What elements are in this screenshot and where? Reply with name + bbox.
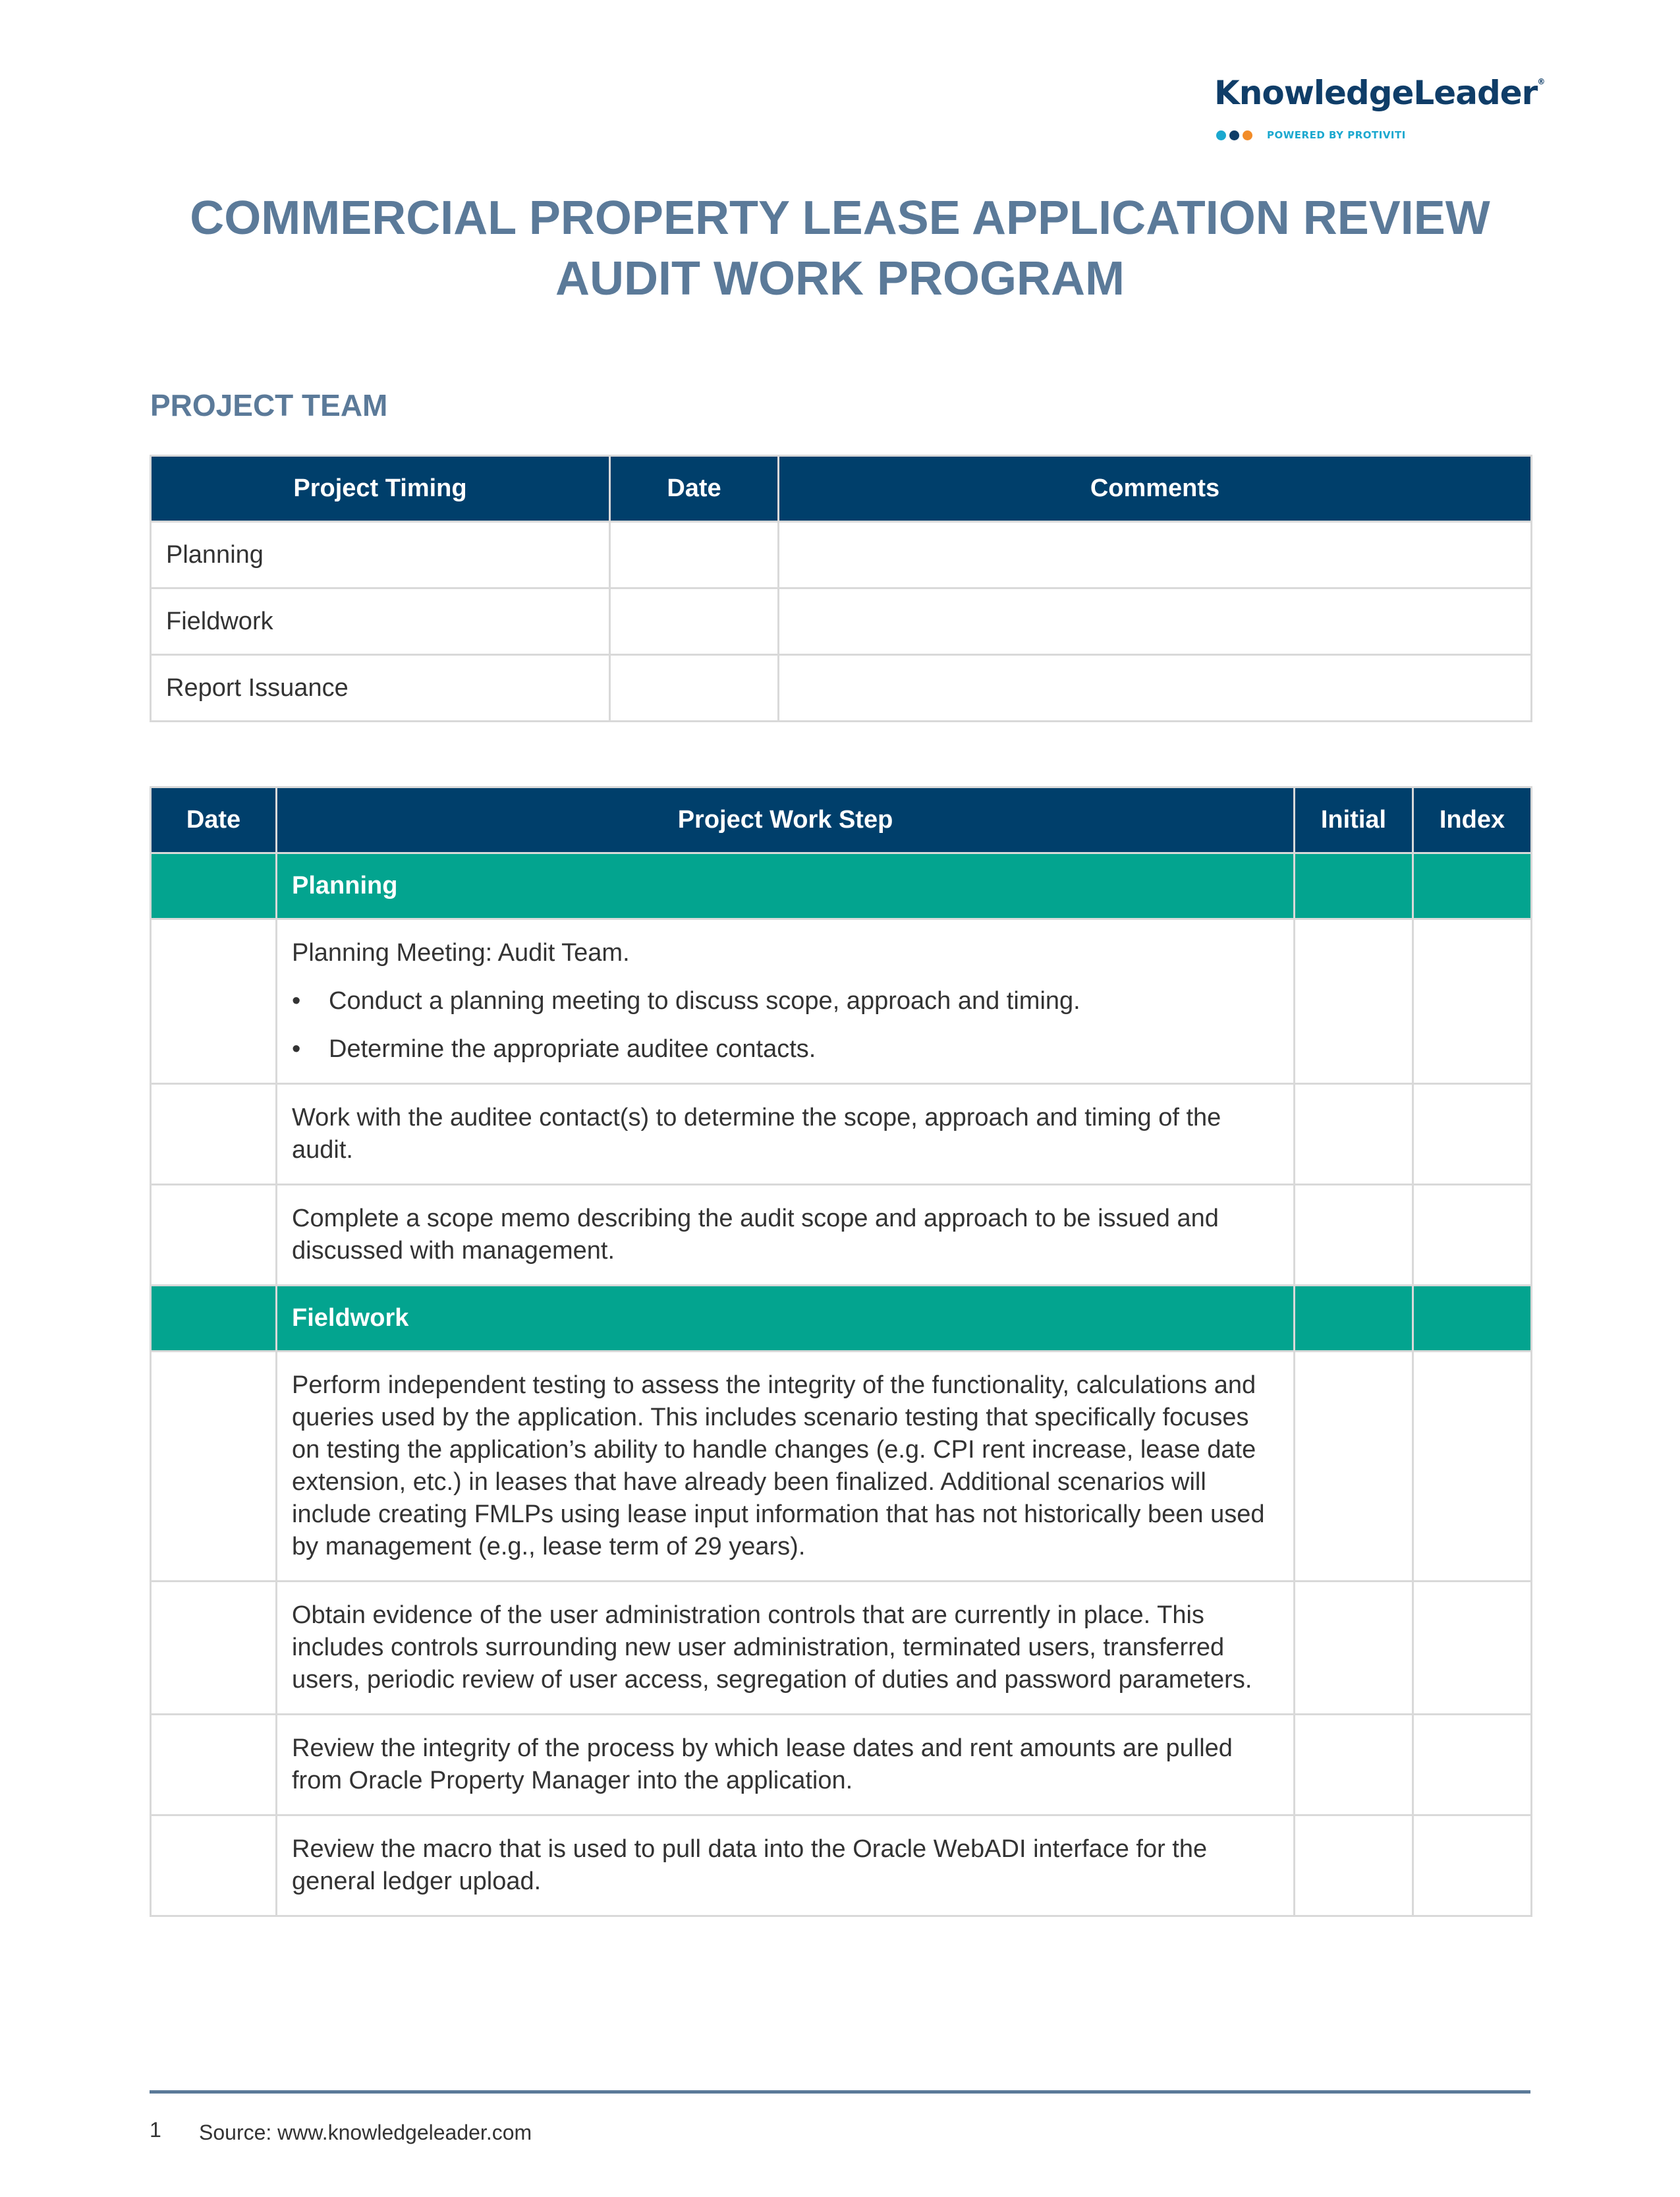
logo-dot-icon: [1229, 130, 1239, 140]
source-link[interactable]: Source: www.knowledgeleader.com: [199, 2121, 532, 2144]
work-step-row: [151, 1582, 1532, 1715]
timing-comments-cell[interactable]: [779, 655, 1532, 722]
step-bullet-list: [292, 985, 1279, 1066]
work-table-header: [151, 787, 1532, 853]
bullet-icon: •: [292, 987, 301, 1015]
bullet-text: Conduct a planning meeting to discuss scope, approach and timing.: [329, 987, 1080, 1015]
step-index-cell[interactable]: [1413, 1815, 1532, 1916]
step-text: Planning Meeting: Audit Team.: [292, 939, 630, 967]
logo-wordmark-text: KnowledgeLeader: [1214, 74, 1538, 112]
step-description: Review the integrity of the process by which lease dates and rent amounts are pulled from Oracle Property Manager into the application.: [277, 1715, 1295, 1815]
section-row-planning: [151, 853, 1532, 919]
work-step-row: [151, 1084, 1532, 1185]
step-description: Review the macro that is used to pull data into the Oracle WebADI interface for the general ledger upload.: [277, 1815, 1295, 1916]
registered-mark: ®: [1537, 77, 1545, 87]
section-row-fieldwork: [151, 1286, 1532, 1352]
step-bullet: [292, 985, 1279, 1017]
timing-comments-cell[interactable]: [779, 522, 1532, 588]
timing-table-header: [151, 456, 1532, 522]
logo-dots-icon: [1216, 130, 1252, 140]
document-title: [0, 188, 1680, 309]
section-label: Fieldwork: [277, 1286, 1295, 1352]
footer-divider: [150, 2090, 1530, 2094]
step-bullet: [292, 1033, 1279, 1066]
step-initial-cell[interactable]: [1295, 1582, 1413, 1715]
timing-row-fieldwork: [151, 588, 1532, 655]
step-date-cell[interactable]: [151, 1815, 277, 1916]
step-date-cell[interactable]: [151, 919, 277, 1084]
page-number: 1: [150, 2118, 161, 2142]
project-timing-table: [150, 455, 1532, 722]
timing-label: Fieldwork: [151, 588, 610, 655]
step-index-cell[interactable]: [1413, 1084, 1532, 1185]
work-step-row: [151, 1352, 1532, 1582]
step-index-cell[interactable]: [1413, 1582, 1532, 1715]
work-step-row: [151, 919, 1532, 1084]
step-index-cell[interactable]: [1413, 1715, 1532, 1815]
header-date: Date: [151, 787, 277, 853]
step-date-cell[interactable]: [151, 1352, 277, 1582]
knowledgeleader-logo: [1214, 74, 1545, 146]
step-initial-cell[interactable]: [1295, 1815, 1413, 1916]
logo-dot-icon: [1216, 130, 1226, 140]
step-initial-cell[interactable]: [1295, 919, 1413, 1084]
section-initial-cell: [1295, 853, 1413, 919]
logo-tagline: POWERED BY PROTIVITI: [1267, 129, 1406, 141]
timing-label: Planning: [151, 522, 610, 588]
step-description: [277, 919, 1295, 1084]
section-date-cell: [151, 1286, 277, 1352]
step-initial-cell[interactable]: [1295, 1352, 1413, 1582]
step-description: Work with the auditee contact(s) to determine the scope, approach and timing of the audit.: [277, 1084, 1295, 1185]
header-work-step: Project Work Step: [277, 787, 1295, 853]
section-index-cell: [1413, 1286, 1532, 1352]
step-index-cell[interactable]: [1413, 1352, 1532, 1582]
step-initial-cell[interactable]: [1295, 1185, 1413, 1286]
project-team-heading: PROJECT TEAM: [150, 388, 388, 422]
logo-dot-icon: [1243, 130, 1252, 140]
step-description: Obtain evidence of the user administration controls that are currently in place. This includes controls surrounding new user administration, terminated users, transferred users, periodic review of user access, segregation of duties and password parameters.: [277, 1582, 1295, 1715]
step-description: Perform independent testing to assess the integrity of the functionality, calculations and queries used by the application. This includes scenario testing that specifically focuses on testing the application’s ability to handle changes (e.g. CPI rent increase, lease date extension, etc.) in leases that have already been finalized. Additional scenarios will include creating FMLPs using lease input information that has not historically been used by management (e.g., lease term of 29 years).: [277, 1352, 1295, 1582]
step-index-cell[interactable]: [1413, 919, 1532, 1084]
step-initial-cell[interactable]: [1295, 1084, 1413, 1185]
timing-date-cell[interactable]: [610, 522, 779, 588]
step-initial-cell[interactable]: [1295, 1715, 1413, 1815]
bullet-icon: •: [292, 1035, 301, 1063]
timing-row-report-issuance: [151, 655, 1532, 722]
timing-row-planning: [151, 522, 1532, 588]
logo-wordmark: [1214, 74, 1544, 112]
title-line-2: AUDIT WORK PROGRAM: [555, 252, 1125, 305]
section-index-cell: [1413, 853, 1532, 919]
step-index-cell[interactable]: [1413, 1185, 1532, 1286]
step-date-cell[interactable]: [151, 1715, 277, 1815]
header-project-timing: Project Timing: [151, 456, 610, 522]
step-description: Complete a scope memo describing the audit scope and approach to be issued and discussed with management.: [277, 1185, 1295, 1286]
work-step-row: [151, 1715, 1532, 1815]
header-comments: Comments: [779, 456, 1532, 522]
timing-date-cell[interactable]: [610, 655, 779, 722]
section-initial-cell: [1295, 1286, 1413, 1352]
timing-comments-cell[interactable]: [779, 588, 1532, 655]
header-index: Index: [1413, 787, 1532, 853]
step-date-cell[interactable]: [151, 1084, 277, 1185]
timing-label: Report Issuance: [151, 655, 610, 722]
work-program-table: [150, 786, 1532, 1917]
header-date: Date: [610, 456, 779, 522]
section-date-cell: [151, 853, 277, 919]
header-initial: Initial: [1295, 787, 1413, 853]
title-line-1: COMMERCIAL PROPERTY LEASE APPLICATION REVIEW: [190, 192, 1490, 244]
timing-date-cell[interactable]: [610, 588, 779, 655]
work-step-row: [151, 1815, 1532, 1916]
step-date-cell[interactable]: [151, 1185, 277, 1286]
step-date-cell[interactable]: [151, 1582, 277, 1715]
bullet-text: Determine the appropriate auditee contacts.: [329, 1035, 816, 1063]
work-step-row: [151, 1185, 1532, 1286]
section-label: Planning: [277, 853, 1295, 919]
